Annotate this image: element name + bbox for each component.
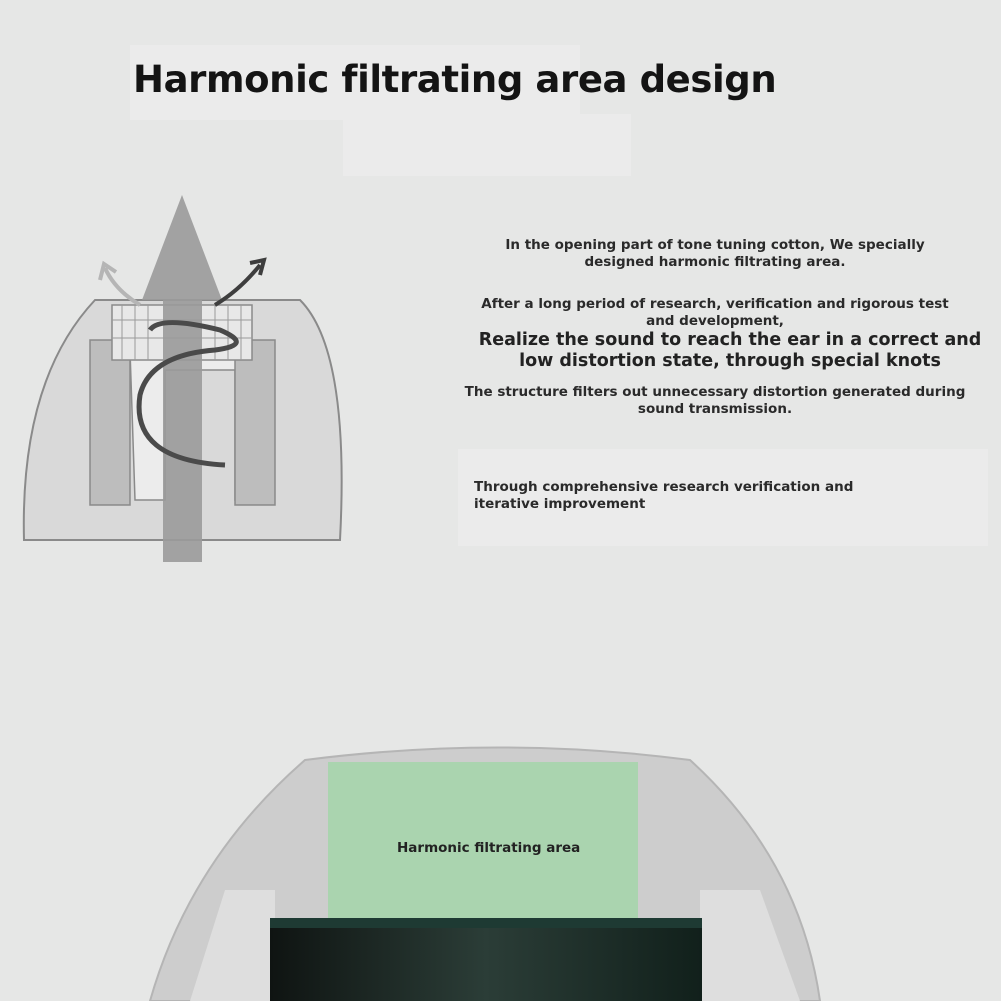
ear-tip-diagram — [0, 180, 360, 580]
ear-tip-left-wall — [90, 340, 130, 505]
description-paragraph-1: In the opening part of tone tuning cotton, We specially designed harmonic filtrating area. — [505, 237, 925, 270]
description-paragraph-5: Through comprehensive research verification and iterative improvement — [474, 479, 854, 512]
foam-tip-diagram — [0, 740, 1001, 1001]
background-patch — [343, 114, 631, 176]
description-paragraph-3: Realize the sound to reach the ear in a correct and low distortion state, through special knots — [478, 330, 982, 371]
filtrating-area-label: Harmonic filtrating area — [397, 840, 581, 856]
description-paragraph-2: After a long period of research, verification and rigorous test and development, — [481, 296, 949, 329]
ear-tip-right-wall — [235, 340, 275, 505]
core-tube — [270, 918, 702, 1001]
page-title: Harmonic filtrating area design — [133, 58, 777, 101]
description-paragraph-4: The structure filters out unnecessary distortion generated during sound transmission. — [464, 384, 966, 417]
